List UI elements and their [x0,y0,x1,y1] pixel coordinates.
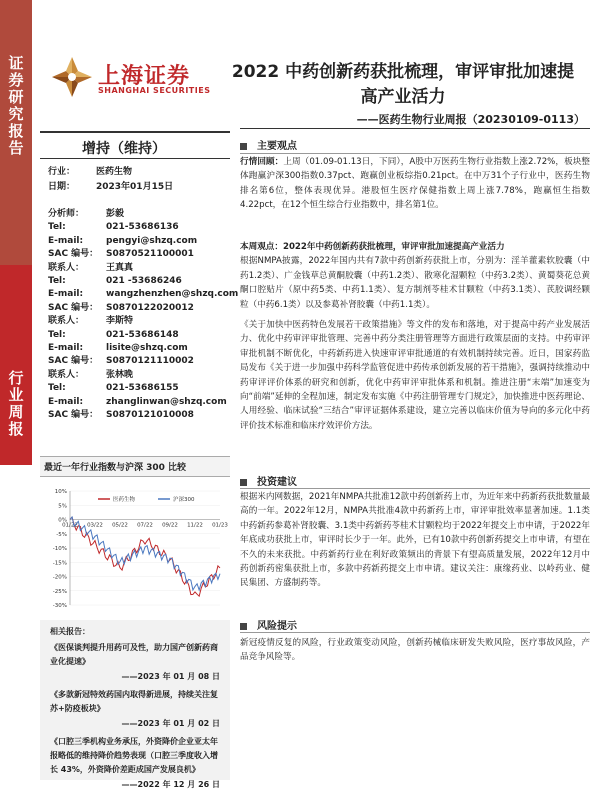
analyst-value: 021-53686148 [106,329,179,340]
section-investment-label: 投资建议 [257,477,297,488]
analyst-value: pengyi@shzq.com [106,235,198,246]
analyst-key: SAC 编号： [48,249,99,260]
related-report-date: ——2023 年 01 月 02 日 [121,719,220,728]
analyst-key: Tel: [48,383,66,394]
related-report-date: ——2022 年 12 月 26 日 [121,780,220,789]
report-title: 2022 中药创新药获批梳理，审评审批加速提高产业活力 [231,62,575,107]
x-tick-label: 11/22 [187,522,203,529]
related-heading: 相关报告： [50,627,90,636]
y-tick-label: -15% [52,560,67,567]
analyst-value: S0870121110002 [106,356,194,367]
x-tick-label: 05/22 [112,522,128,529]
section-bullet-icon [240,479,247,486]
related-list [40,639,230,794]
analyst-key: Tel: [48,222,66,233]
report-subtitle: ——医药生物行业周报（20230109-0113） [356,113,585,126]
analyst-value: zhanglinwan@shzq.com [106,396,227,407]
weekly-view-text: 根据NMPA披露，2022年国内共有7款中药创新药获批上市，分别为：淫羊藿素软胶囊（中药1.2类）、广金钱草总黄酮胶囊（中药1.2类）、散寒化湿颗粒（中药3.2类）、黄蜀葵花总黄酮口腔贴片（原中药5类、中药1.1类）、复方制剂苓桂术甘颗粒（中药3.1类）、芪胶调经颗粒（中药6.1类）以及参葛补肾胶囊（中药1.1类）。 [240,256,590,310]
info-row [48,166,132,178]
logo-emblem-icon [50,55,94,99]
info-value: 2023年01月15日 [96,182,174,192]
info-row [48,181,173,193]
risk-divider [240,632,590,633]
x-tick-label: 03/22 [87,522,103,529]
analyst-value: S0870121010008 [106,410,194,420]
analyst-value: 张林晚 [106,369,134,380]
sidebar-mid-band [0,265,32,465]
analyst-key: SAC 编号： [48,302,99,313]
analyst-value: 李斯特 [106,316,134,327]
y-tick-label: 10% [54,489,67,495]
sidebar [0,0,32,800]
analyst-key: 联系人： [48,262,85,273]
analyst-key: Tel: [48,329,66,340]
analyst-key: 分析师： [48,209,85,219]
investment-paragraph: 根据米内网数据，2021年NMPA共批准12款中药创新药上市，为近年来中药新药获批数量最高的一年。2022年12月，NMPA共批准4款中药新药上市，审评审批效率显著加速。1.1类中药新药参葛补肾胶囊、3.1类中药新药苓桂术甘颗粒均于2022年提交上市申请，于2022年年底成功获批上市，审评时长少于一年。此外，已有10款中药创新药提交上市申请，有望在不久的未来获批。中药新药行业在利好政策频出的背景下有望高质量发展，2022年12月中药创新药密集获批上市，多款中药新药提交上市申请。建议关注：康缘药业、以岭药业、健民集团、方盛制药等。 [240,492,590,589]
y-tick-label: 0% [58,517,67,524]
main-view-divider [240,153,590,154]
analyst-row [48,221,179,233]
related-report-title[interactable]: 《多款新冠特效药国内取得新进展，持续关注复苏+防疫板块》 [50,690,218,713]
analyst-key: E-mail: [48,289,84,300]
analyst-row [48,382,179,394]
x-tick-label: 07/22 [137,522,153,529]
market-review-lead: 行情回顾： [240,157,284,167]
rating-label: 增持（维持） [82,141,166,157]
weekly-view-lead: 本周观点：2022年中药创新药获批梳理，审评审批加速提高产业活力 [240,242,505,252]
company-logo [50,55,215,100]
chart-svg [40,477,230,615]
analyst-key: 联系人： [48,369,85,380]
section-risk-label: 风险提示 [257,621,297,632]
risk-paragraph: 新冠疫情反复的风险，行业政策变动风险，创新药械临床研发失败风险，医疗事故风险，产品竞争风险等。 [240,638,590,663]
analyst-key: E-mail: [48,396,84,407]
analyst-row [48,342,188,354]
info-key: 日期： [48,182,76,192]
analyst-key: E-mail: [48,235,84,246]
analyst-value: S0870521100001 [106,249,194,260]
analyst-row [48,262,133,274]
analyst-row [48,302,194,314]
analyst-value: 彭毅 [106,209,125,219]
chart-title: 最近一年行业指数与沪深 300 比较 [40,456,230,477]
section-risk [240,617,297,632]
analyst-row [48,355,194,367]
rating-divider [40,158,230,159]
title-divider [240,128,590,129]
section-investment [240,473,297,488]
analyst-key: 联系人： [48,316,85,327]
analyst-value: S0870122020012 [106,302,194,313]
report-type-label: 证券研究报告 [8,54,24,157]
policy-paragraph: 《关于加快中医药特色发展若干政策措施》等文件的发布和落地，对于提高中药产业发展活力、优化中药审评审批管理、完善中药分类注册管理等方面进行政策层面的支持。中药审评审批机制不断优化，中药新药进入快速审评审批通道的有效机制持续完善。近日，国家药监局发布《关于进一步加强中药科学监管促进中药传承创新发展的若干措施》，强调持续推动中药审评评价体系的研究和创新，优化中药审评审批体系和机制。推进注册“末端”加速变为向“前端”延伸的全程加速，制定发布实施《中药注册管理专门规定》，加快推进中医药理论、人用经验、临床试验“三结合”审评证据体系建设，建立完善以临床价值为导向的多元化中药评价技术标准和临床疗效评价方法。 [240,320,590,431]
y-tick-label: -30% [52,603,67,609]
analyst-value: 王真真 [106,262,134,273]
legend-label: 沪深300 [173,497,195,503]
analyst-row [48,329,179,341]
related-reports [40,620,230,789]
sidebar-top-band [0,0,32,265]
info-key: 行业： [48,167,76,177]
info-value: 医药生物 [96,167,133,177]
section-bullet-icon [240,623,247,630]
section-main-view-label: 主要观点 [257,141,297,152]
analyst-value: wangzhenzhen@shzq.com [106,289,239,300]
analyst-row [48,288,238,300]
analyst-row [48,208,124,220]
y-tick-label: -20% [52,574,67,581]
logo-english-name: SHANGHAI SECURITIES [98,86,211,95]
analyst-value: 021-53686155 [106,383,179,394]
analyst-row [48,396,227,408]
index-comparison-chart [40,456,230,616]
related-report-date: ——2023 年 01 月 08 日 [121,672,220,681]
legend-label: 医药生物 [113,497,136,503]
analyst-key: SAC 编号： [48,410,99,420]
analyst-row [48,409,194,421]
x-tick-label: 01/22 [62,522,78,529]
analyst-value: 021 -53686246 [106,276,182,286]
x-tick-label: 09/22 [162,522,178,529]
section-main-view [240,137,297,152]
analyst-key: E-mail: [48,343,84,353]
investment-divider [240,488,590,489]
report-category-label: 行业周报 [8,369,24,438]
logo-chinese-name: 上海证券 [98,64,191,89]
x-tick-label: 01/23 [212,522,228,529]
weekly-view-paragraph [240,240,590,312]
analyst-key: SAC 编号： [48,356,99,367]
left-top-divider [40,131,230,133]
y-tick-label: -10% [52,546,67,552]
y-tick-label: -5% [56,531,67,538]
market-review-paragraph [240,155,590,213]
analyst-row [48,275,182,287]
y-tick-label: -25% [52,588,67,595]
analyst-key: Tel: [48,276,66,286]
analyst-row [48,248,194,260]
related-report-title[interactable]: 《口腔三季机构业务承压，外资降价企业亚太年报略低的维持降价趋势表现（口腔三季度收入增长 43%，外资降价差距成国产发展良机》 [50,737,218,774]
analyst-value: 021-53686136 [106,222,179,233]
analyst-value: lisite@shzq.com [106,343,188,353]
market-review-text: 上周（01.09-01.13日，下同），A股中万医药生物行业指数上涨2.72%，板块整体跑赢沪深300指数0.37pct、跑赢创业板综指0.21pct。在中万31个子行业中，医药生物排名第6位，整体表现优异。港股恒生医疗保健指数上周上涨7.78%，跑赢恒生指数4.22pct，在12个恒生综合行业指数中，排名第1位。 [240,157,590,211]
analyst-row [48,235,197,247]
y-tick-label: 5% [58,503,67,510]
related-report-title[interactable]: 《医保谈判提升用药可及性，助力国产创新药商业化提速》 [50,643,218,666]
analyst-row [48,369,133,381]
analyst-row [48,315,133,327]
section-bullet-icon [240,143,247,150]
